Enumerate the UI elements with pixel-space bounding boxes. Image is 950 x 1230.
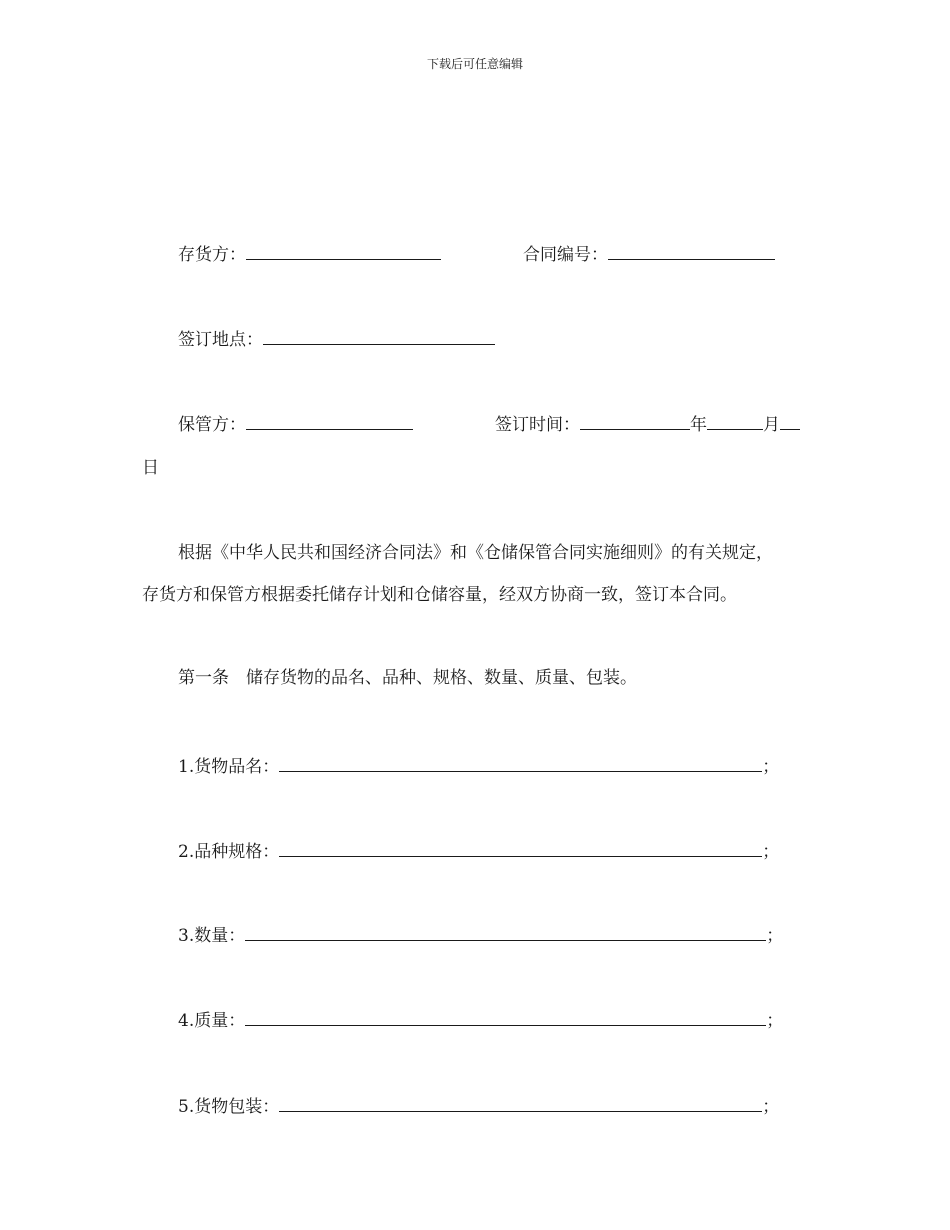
quantity-label: 3.数量： <box>178 926 246 946</box>
list-item-packaging <box>178 1094 779 1118</box>
year-blank[interactable] <box>580 412 690 430</box>
year-label: 年 <box>690 415 707 435</box>
signing-time-label: 签订时间： <box>495 415 580 435</box>
article-1-title: 第一条 储存货物的品名、品种、规格、数量、质量、包装。 <box>178 668 637 688</box>
variety-spec-blank[interactable] <box>279 839 762 857</box>
quality-blank[interactable] <box>245 1008 766 1026</box>
signing-time-field <box>495 412 800 436</box>
product-name-blank[interactable] <box>279 754 762 772</box>
list-item-quantity <box>178 923 783 947</box>
quality-end: ； <box>766 1011 784 1031</box>
month-blank[interactable] <box>707 412 763 430</box>
depositor-blank[interactable] <box>246 242 441 260</box>
signing-place-label: 签订地点： <box>178 330 263 350</box>
custodian-blank[interactable] <box>246 412 413 430</box>
list-item-quality <box>178 1008 783 1032</box>
custodian-field <box>178 412 413 436</box>
depositor-field <box>178 242 441 266</box>
preamble-line-2: 存货方和保管方根据委托储存计划和仓储容量，经双方协商一致，签订本合同。 <box>142 585 737 605</box>
product-name-end: ； <box>762 757 780 777</box>
packaging-end: ； <box>762 1097 780 1117</box>
variety-spec-label: 2.品种规格： <box>178 842 280 862</box>
packaging-label: 5.货物包装： <box>178 1097 280 1117</box>
month-label: 月 <box>763 415 780 435</box>
contract-no-field <box>523 242 775 266</box>
preamble-line-1: 根据《中华人民共和国经济合同法》和《仓储保管合同实施细则》的有关规定， <box>178 543 773 563</box>
product-name-label: 1.货物品名： <box>178 757 280 777</box>
depositor-label: 存货方： <box>178 245 246 265</box>
day-blank[interactable] <box>780 412 800 430</box>
quality-label: 4.质量： <box>178 1011 246 1031</box>
header-note: 下载后可任意编辑 <box>426 57 523 71</box>
quantity-blank[interactable] <box>245 923 766 941</box>
custodian-label: 保管方： <box>178 415 246 435</box>
signing-place-blank[interactable] <box>263 327 495 345</box>
contract-no-blank[interactable] <box>608 242 775 260</box>
list-item-variety-spec <box>178 839 779 863</box>
signing-place-field <box>178 327 495 351</box>
packaging-blank[interactable] <box>279 1094 762 1112</box>
day-label: 日 <box>142 458 159 478</box>
variety-spec-end: ； <box>762 842 780 862</box>
list-item-product-name <box>178 754 779 778</box>
contract-no-label: 合同编号： <box>523 245 608 265</box>
quantity-end: ； <box>766 926 784 946</box>
